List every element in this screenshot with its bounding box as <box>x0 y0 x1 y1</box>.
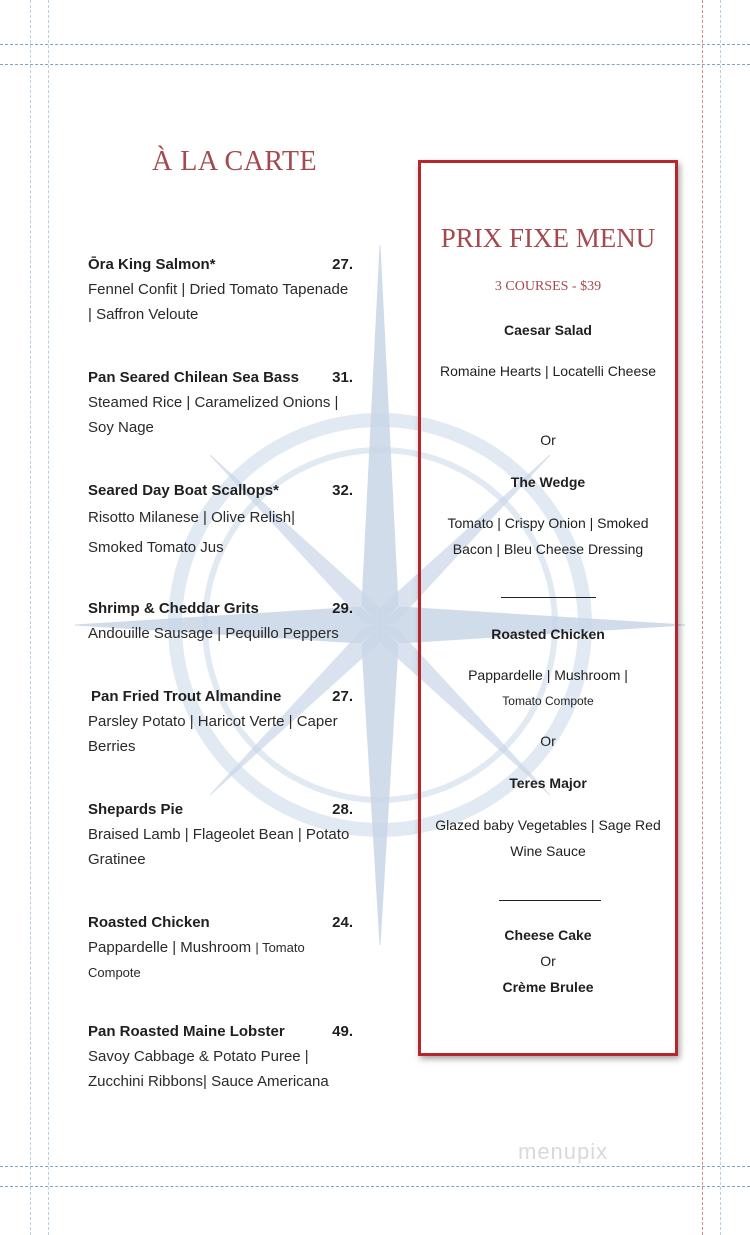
guide-line <box>0 1166 750 1167</box>
dish-price: 32. <box>332 482 353 499</box>
dish-item <box>88 256 353 327</box>
dish-description: Steamed Rice | Caramelized Onions | Soy Nage <box>88 394 339 436</box>
dish-item <box>88 1023 353 1094</box>
prix-fixe-title: PRIX FIXE MENU <box>440 223 656 253</box>
or-separator: Or <box>540 953 556 969</box>
prix-fixe-subtitle: 3 COURSES - $39 <box>494 279 602 294</box>
dish-name: Roasted Chicken <box>88 914 210 931</box>
dish-description-line: Smoked Tomato Jus <box>88 539 224 556</box>
dish-name: Seared Day Boat Scallops* <box>88 482 279 499</box>
dish-item <box>88 369 353 440</box>
guide-line <box>30 0 31 1235</box>
watermark-logo: menupix <box>518 1139 609 1164</box>
dish-name: Pan Fried Trout Almandine <box>91 688 282 705</box>
course-option-description: Romaine Hearts | Locatelli Cheese <box>439 363 657 379</box>
dish-name: Ōra King Salmon* <box>88 256 216 273</box>
guide-line <box>702 0 703 1235</box>
course-option-description <box>431 662 665 714</box>
a-la-carte-title: À LA CARTE <box>152 146 318 177</box>
dish-description: Fennel Confit | Dried Tomato Tapenade | Saffron Veloute <box>88 281 349 323</box>
course-option-name: Roasted Chicken <box>491 626 605 642</box>
dish-description <box>88 935 353 985</box>
dish-description: Andouille Sausage | Pequillo Peppers <box>88 625 339 642</box>
dish-description-line: Risotto Milanese | Olive Relish| <box>88 509 296 526</box>
or-separator: Or <box>540 733 556 749</box>
dish-description <box>88 503 353 563</box>
dish-item <box>88 600 353 646</box>
guide-line <box>48 0 49 1235</box>
dish-price: 27. <box>332 256 353 273</box>
dish-price: 49. <box>332 1023 353 1040</box>
guide-line <box>0 44 750 45</box>
course-divider <box>499 900 601 901</box>
course-option-description: Tomato | Crispy Onion | Smoked Bacon | Bleu Cheese Dressing <box>447 515 649 557</box>
dish-price: 31. <box>332 369 353 386</box>
dish-price: 24. <box>332 914 353 931</box>
dish-description-main: Pappardelle | Mushroom <box>88 939 252 956</box>
dish-price: 27. <box>332 688 353 705</box>
guide-line <box>720 0 721 1235</box>
dish-name: Pan Seared Chilean Sea Bass <box>88 369 299 386</box>
dish-description: Savoy Cabbage & Potato Puree | Zucchini Ribbons| Sauce Americana <box>88 1048 329 1090</box>
dessert-option: Crème Brulee <box>502 979 594 995</box>
course-option-description-small: Tomato Compote <box>502 694 594 708</box>
dish-name: Shepards Pie <box>88 801 184 818</box>
dish-name: Shrimp & Cheddar Grits <box>88 600 259 617</box>
prix-fixe-box <box>418 160 678 1056</box>
dish-description: Braised Lamb | Flageolet Bean | Potato Gratinee <box>88 826 350 868</box>
course-option-description: Glazed baby Vegetables | Sage Red Wine Sauce <box>435 817 661 859</box>
course-option-name: The Wedge <box>510 474 586 490</box>
course-option-description-line: Pappardelle | Mushroom | <box>468 667 628 683</box>
dish-item <box>88 914 353 985</box>
dish-description-small: | Tomato Compote <box>88 940 305 980</box>
course-option-name: Caesar Salad <box>504 322 592 338</box>
guide-line <box>0 1186 750 1187</box>
dish-item <box>88 801 353 872</box>
dish-price: 28. <box>332 801 353 818</box>
dish-price: 29. <box>332 600 353 617</box>
dish-name: Pan Roasted Maine Lobster <box>88 1023 285 1040</box>
or-separator: Or <box>540 432 556 448</box>
course-divider <box>501 597 596 598</box>
dessert-option: Cheese Cake <box>504 927 592 943</box>
dish-description: Parsley Potato | Haricot Verte | Caper Berries <box>88 713 338 755</box>
dish-item <box>88 688 353 759</box>
guide-line <box>0 64 750 65</box>
course-option-name: Teres Major <box>509 775 587 791</box>
dish-item <box>88 482 353 563</box>
